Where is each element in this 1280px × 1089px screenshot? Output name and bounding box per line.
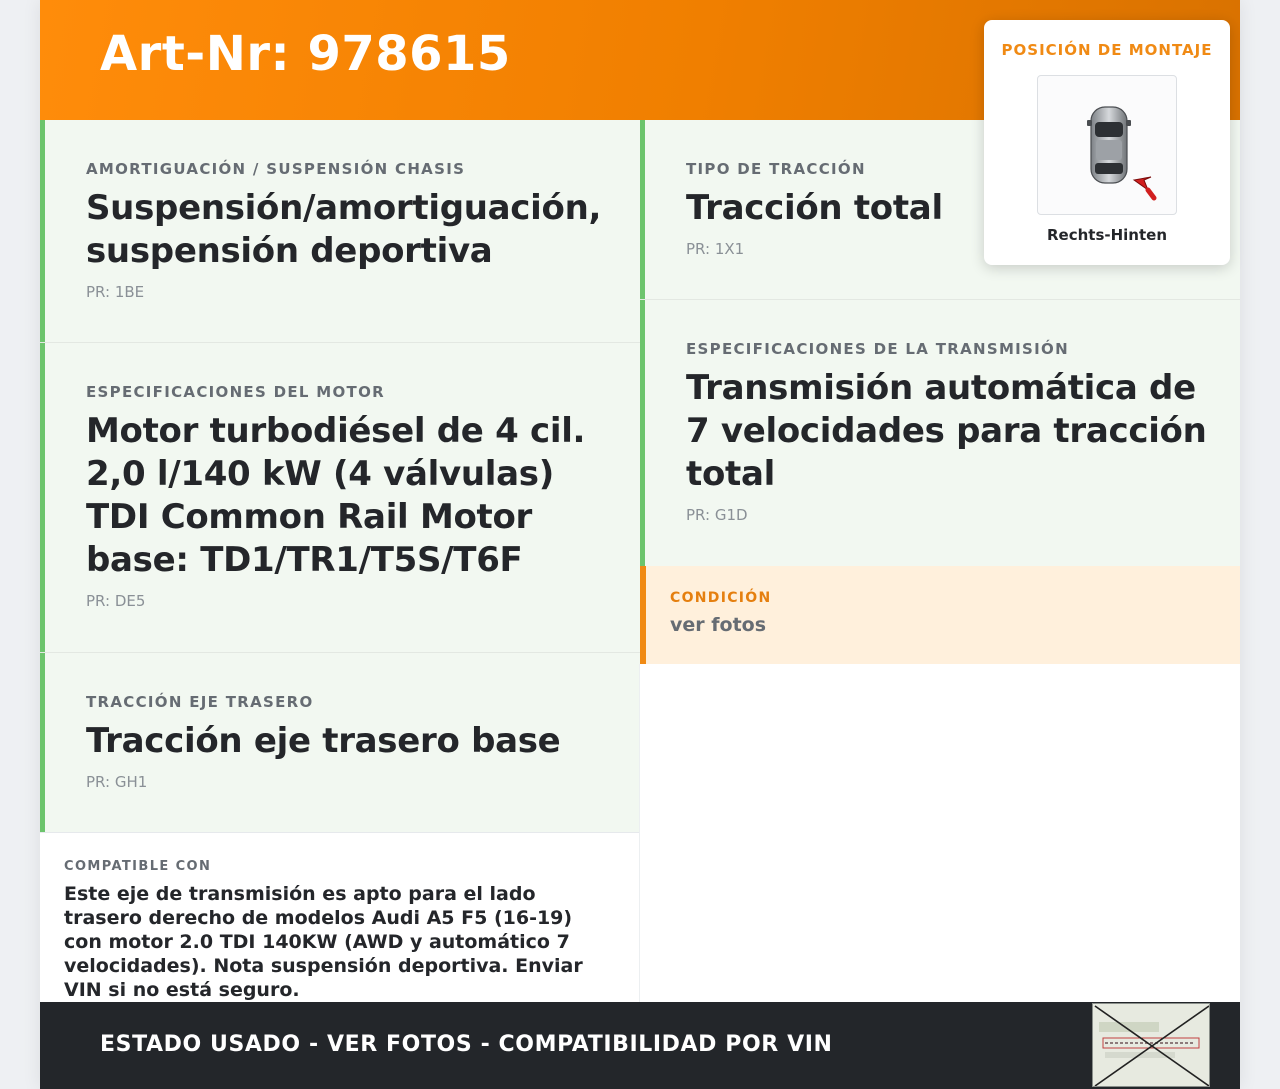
compatibility-label: COMPATIBLE CON bbox=[64, 859, 212, 874]
spec-pr-code: PR: G1D bbox=[686, 506, 748, 524]
spec-pr-code: PR: 1BE bbox=[86, 283, 145, 301]
condition-box bbox=[640, 566, 1240, 664]
spec-card-transmission bbox=[640, 300, 1240, 566]
spec-value: Tracción total bbox=[686, 188, 943, 228]
page bbox=[40, 0, 1240, 1089]
condition-label: CONDICIÓN bbox=[670, 590, 772, 606]
footer-bar bbox=[40, 1002, 1240, 1089]
car-top-view-icon bbox=[1037, 75, 1177, 215]
spec-label: TRACCIÓN EJE TRASERO bbox=[86, 693, 314, 711]
mounting-position-card bbox=[984, 20, 1230, 265]
compatibility-section bbox=[40, 832, 640, 1002]
spec-card-rear-axle bbox=[40, 653, 640, 832]
compatibility-text: Este eje de transmisión es apto para el lado trasero derecho de modelos Audi A5 F5 (16-19) con motor 2.0 TDI 140KW (AWD y automático 7 velocidades). Nota suspensión deportiva. Enviar VIN si no está seguro. bbox=[64, 883, 583, 1001]
spec-value: Transmisión automática de 7 velocidades para tracción total bbox=[686, 368, 1207, 494]
mounting-title: POSICIÓN DE MONTAJE bbox=[1001, 41, 1213, 59]
spec-pr-code: PR: 1X1 bbox=[686, 240, 745, 258]
spec-pr-code: PR: GH1 bbox=[86, 773, 148, 791]
spec-pr-code: PR: DE5 bbox=[86, 592, 146, 610]
spec-label: ESPECIFICACIONES DEL MOTOR bbox=[86, 383, 385, 401]
spec-value: Suspensión/amortiguación, suspensión deportiva bbox=[86, 188, 602, 271]
spec-value: Tracción eje trasero base bbox=[86, 721, 561, 761]
spec-value: Motor turbodiésel de 4 cil. 2,0 l/140 kW (4 válvulas) TDI Common Rail Motor base: TD1/TR1/T5S/T6F bbox=[86, 411, 586, 580]
spec-card-engine bbox=[40, 343, 640, 652]
column-divider bbox=[639, 664, 640, 1002]
spec-label: AMORTIGUACIÓN / SUSPENSIÓN CHASIS bbox=[86, 160, 466, 178]
spec-label: TIPO DE TRACCIÓN bbox=[686, 160, 866, 178]
spec-card-suspension bbox=[40, 120, 640, 342]
car-diagram bbox=[1038, 76, 1176, 214]
document-thumbnail-graphic bbox=[1093, 1004, 1210, 1087]
spec-label: ESPECIFICACIONES DE LA TRANSMISIÓN bbox=[686, 340, 1069, 358]
document-thumbnail-icon[interactable] bbox=[1092, 1003, 1210, 1087]
condition-value: ver fotos bbox=[670, 614, 767, 636]
footer-text: ESTADO USADO - VER FOTOS - COMPATIBILIDAD POR VIN bbox=[100, 1032, 833, 1057]
mounting-position-label: Rechts-Hinten bbox=[1046, 226, 1167, 244]
article-number: Art-Nr: 978615 bbox=[100, 26, 511, 82]
